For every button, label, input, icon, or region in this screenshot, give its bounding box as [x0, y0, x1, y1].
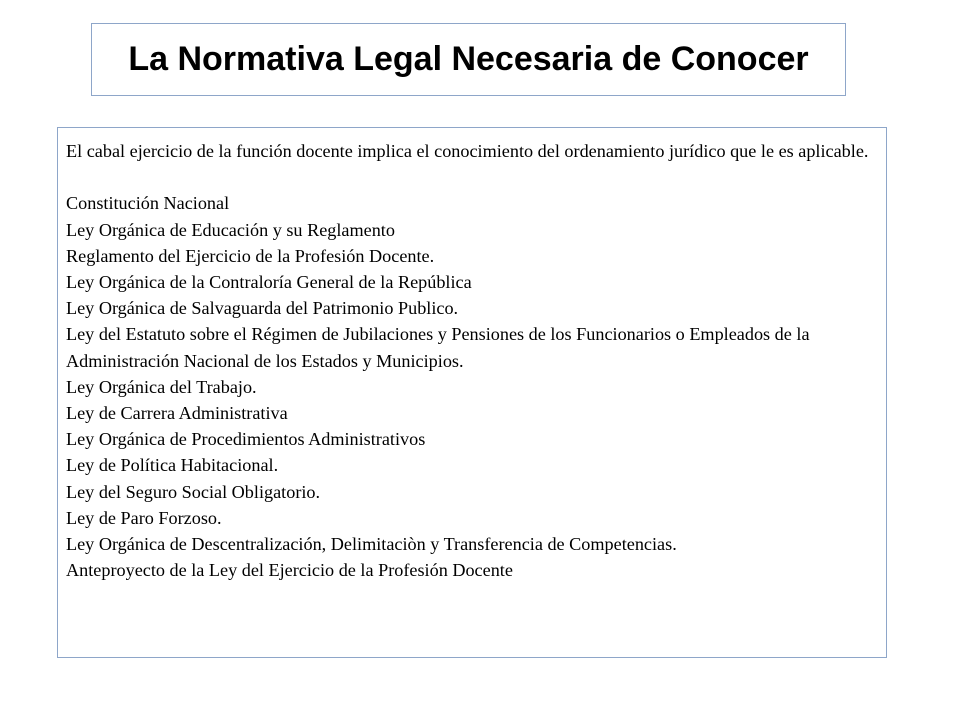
- law-item: Ley Orgánica del Trabajo.: [66, 376, 257, 397]
- law-item: Reglamento del Ejercicio de la Profesión Docente.: [66, 245, 435, 266]
- law-item: Constitución Nacional: [66, 193, 230, 214]
- title-box: [91, 23, 846, 96]
- law-item: Ley de Paro Forzoso.: [66, 507, 222, 528]
- law-item: Ley del Estatuto sobre el Régimen de Jubilaciones y Pensiones de los Funcionarios o Empleados de la Administración Nacional de los Estados y Municipios.: [66, 324, 810, 371]
- law-item: Ley Orgánica de Educación y su Reglamento: [66, 219, 395, 240]
- law-item: Ley de Política Habitacional.: [66, 455, 279, 476]
- law-item: Ley Orgánica de la Contraloría General de la República: [66, 272, 472, 292]
- law-item: Ley Orgánica de Descentralización, Delimitaciòn y Transferencia de Competencias.: [66, 534, 677, 555]
- law-item: Anteproyecto de la Ley del Ejercicio de la Profesión Docente: [66, 560, 513, 581]
- content-box: [57, 127, 887, 658]
- intro-paragraph: El cabal ejercicio de la función docente implica el conocimiento del ordenamiento jurídico que le es aplicable.: [66, 141, 869, 161]
- law-item: Ley Orgánica de Salvaguarda del Patrimonio Publico.: [66, 298, 459, 319]
- law-item: Ley del Seguro Social Obligatorio.: [66, 481, 321, 502]
- slide-title: La Normativa Legal Necesaria de Conocer: [128, 40, 809, 78]
- law-item: Ley Orgánica de Procedimientos Administrativos: [66, 429, 426, 450]
- paragraph-spacer: [66, 164, 878, 190]
- law-item: Ley de Carrera Administrativa: [66, 403, 288, 424]
